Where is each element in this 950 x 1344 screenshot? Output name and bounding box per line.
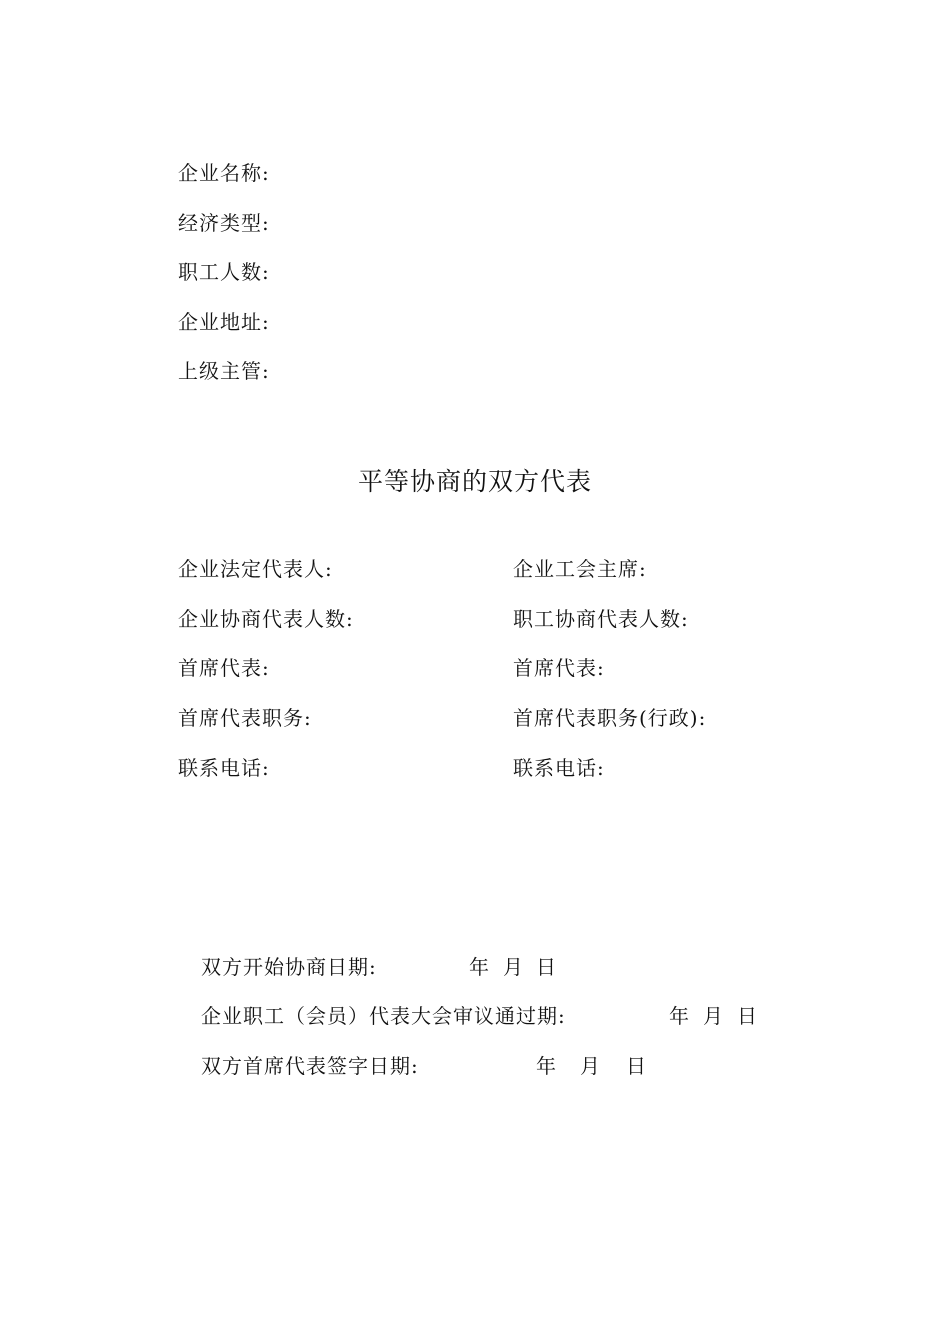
signature-day-label: 日 bbox=[626, 1054, 646, 1078]
staff-count-label: 职工人数: bbox=[178, 260, 270, 284]
company-chief-rep-position-label: 首席代表职务: bbox=[178, 706, 312, 730]
staff-phone-label: 联系电话: bbox=[513, 756, 605, 780]
approval-day-label: 日 bbox=[737, 1004, 757, 1028]
signature-year-label: 年 bbox=[536, 1054, 556, 1078]
company-name-label: 企业名称: bbox=[178, 161, 270, 185]
approval-month-label: 月 bbox=[703, 1004, 723, 1028]
start-year-label: 年 bbox=[469, 955, 489, 979]
section-title: 平等协商的双方代表 bbox=[357, 467, 592, 496]
legal-rep-label: 企业法定代表人: bbox=[178, 557, 333, 581]
union-chair-label: 企业工会主席: bbox=[513, 557, 647, 581]
economic-type-label: 经济类型: bbox=[178, 211, 270, 235]
signature-date-label: 双方首席代表签字日期: bbox=[201, 1054, 419, 1078]
staff-chief-rep-label: 首席代表: bbox=[513, 656, 605, 680]
company-negotiator-count-label: 企业协商代表人数: bbox=[178, 607, 354, 631]
superior-label: 上级主管: bbox=[178, 359, 270, 383]
signature-month-label: 月 bbox=[580, 1054, 600, 1078]
company-address-label: 企业地址: bbox=[178, 310, 270, 334]
company-chief-rep-label: 首席代表: bbox=[178, 656, 270, 680]
company-phone-label: 联系电话: bbox=[178, 756, 270, 780]
staff-negotiator-count-label: 职工协商代表人数: bbox=[513, 607, 689, 631]
staff-chief-rep-position-label: 首席代表职务(行政): bbox=[513, 706, 707, 730]
negotiation-start-date-label: 双方开始协商日期: bbox=[201, 955, 377, 979]
start-day-label: 日 bbox=[536, 955, 556, 979]
start-month-label: 月 bbox=[503, 955, 523, 979]
approval-year-label: 年 bbox=[669, 1004, 689, 1028]
approval-date-label: 企业职工（会员）代表大会审议通过期: bbox=[201, 1004, 566, 1028]
